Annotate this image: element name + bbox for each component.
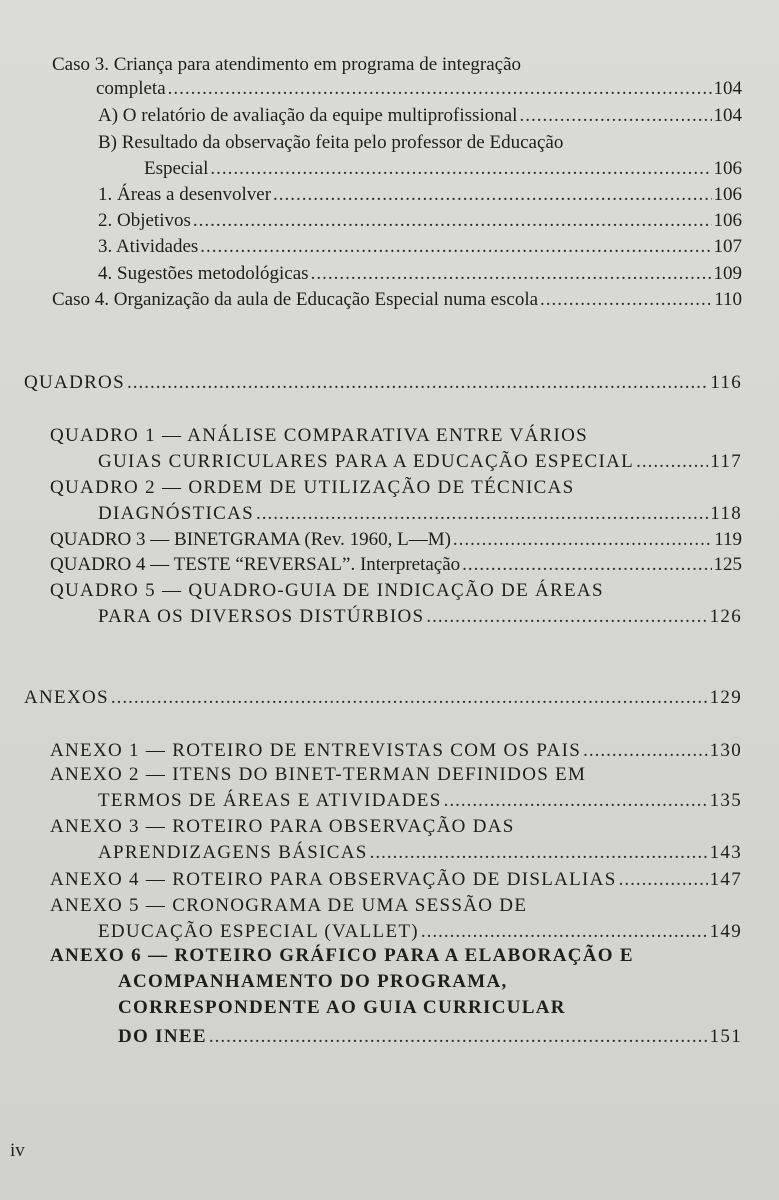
toc-entry-quadro-3 <box>50 527 742 553</box>
dot-leader <box>210 156 711 182</box>
toc-entry-3 <box>98 234 742 260</box>
toc-entry-quadro-5-line1 <box>50 578 604 604</box>
toc-entry-label: QUADRO 1 — ANÁLISE COMPARATIVA ENTRE VÁRIOS <box>50 425 588 446</box>
dot-leader <box>636 449 708 475</box>
toc-entry-anexo-5-line1 <box>50 893 527 919</box>
toc-entry-label: ACOMPANHAMENTO DO PROGRAMA, <box>118 971 508 992</box>
dot-leader <box>370 840 708 866</box>
section-heading-anexos <box>24 685 742 711</box>
toc-entry-caso-3-line1 <box>52 52 521 78</box>
page-folio: iv <box>10 1140 25 1161</box>
toc-entry-label: Especial <box>144 158 209 179</box>
section-heading-quadros <box>24 370 742 396</box>
dot-leader <box>311 261 712 287</box>
toc-page-number: 135 <box>709 790 742 811</box>
dot-leader <box>619 867 708 893</box>
toc-entry-label: completa <box>96 78 166 99</box>
toc-entry-label: 4. Sugestões metodológicas <box>98 263 309 284</box>
toc-entry-label: PARA OS DIVERSOS DISTÚRBIOS <box>98 606 425 627</box>
dot-leader <box>193 208 712 234</box>
toc-entry-b-line1 <box>98 130 563 156</box>
dot-leader <box>168 76 712 102</box>
toc-entry-label: QUADRO 4 — TESTE “REVERSAL”. Interpretação <box>50 554 461 575</box>
toc-page-number: 106 <box>713 210 742 231</box>
dot-leader <box>444 788 708 814</box>
toc-entry-anexo-6-line3 <box>118 995 566 1021</box>
toc-entry-a <box>98 103 742 129</box>
toc-page-number: 143 <box>709 842 742 863</box>
toc-entry-anexo-3-line2 <box>98 840 742 866</box>
dot-leader <box>273 182 711 208</box>
toc-entry-anexo-5-line2 <box>98 919 742 945</box>
dot-leader <box>453 527 712 553</box>
toc-page-number: 125 <box>713 554 742 575</box>
dot-leader <box>127 370 708 396</box>
toc-entry-anexo-2-line1 <box>50 762 586 788</box>
toc-page-number: 104 <box>713 78 742 99</box>
toc-entry-label: ANEXO 3 — ROTEIRO PARA OBSERVAÇÃO DAS <box>50 816 515 837</box>
toc-page-number: 126 <box>709 606 742 627</box>
toc-page-number: 119 <box>714 529 742 550</box>
toc-entry-label: ANEXO 4 — ROTEIRO PARA OBSERVAÇÃO DE DISLALIAS <box>50 869 617 890</box>
toc-entry-b-line2 <box>144 156 742 182</box>
dot-leader <box>583 738 708 764</box>
toc-entry-caso-4 <box>52 287 742 313</box>
toc-entry-anexo-6-line2 <box>118 969 508 995</box>
dot-leader <box>200 234 711 260</box>
toc-entry-caso-3-line2 <box>96 76 742 102</box>
dot-leader <box>519 103 711 129</box>
dot-leader <box>426 604 707 630</box>
toc-entry-label: ANEXO 2 — ITENS DO BINET-TERMAN DEFINIDOS EM <box>50 764 587 785</box>
toc-page-number: 106 <box>713 184 742 205</box>
toc-entry-label: TERMOS DE ÁREAS E ATIVIDADES <box>98 790 442 811</box>
toc-entry-label: DO INEE <box>118 1026 207 1047</box>
toc-entry-anexo-4 <box>50 867 742 893</box>
toc-page-number: 109 <box>713 263 742 284</box>
toc-entry-label: QUADRO 5 — QUADRO-GUIA DE INDICAÇÃO DE ÁREAS <box>50 580 604 601</box>
dot-leader <box>421 919 708 945</box>
toc-page-number: 110 <box>714 289 742 310</box>
toc-entry-label: 1. Áreas a desenvolver <box>98 184 272 205</box>
toc-entry-label: QUADRO 3 — BINETGRAMA (Rev. 1960, L—M) <box>50 529 451 550</box>
toc-entry-1 <box>98 182 742 208</box>
toc-page-number: 118 <box>710 503 742 524</box>
toc-page-number: 151 <box>709 1026 742 1047</box>
toc-entry-label: APRENDIZAGENS BÁSICAS <box>98 842 368 863</box>
toc-entry-quadro-2-line2 <box>98 501 742 527</box>
toc-page-number: 107 <box>713 236 742 257</box>
toc-entry-anexo-1 <box>50 738 742 764</box>
dot-leader <box>256 501 708 527</box>
section-title: QUADROS <box>24 372 125 393</box>
toc-page-number: 104 <box>713 105 742 126</box>
toc-entry-quadro-2-line1 <box>50 475 574 501</box>
toc-entry-anexo-2-line2 <box>98 788 742 814</box>
toc-page-number: 130 <box>709 740 742 761</box>
toc-entry-quadro-1-line2 <box>98 449 742 475</box>
toc-entry-label: CORRESPONDENTE AO GUIA CURRICULAR <box>118 997 566 1018</box>
toc-page-number: 149 <box>709 921 742 942</box>
toc-entry-label: Caso 4. Organização da aula de Educação Especial numa escola <box>52 289 539 310</box>
toc-entry-label: 3. Atividades <box>98 236 199 257</box>
toc-entry-label: GUIAS CURRICULARES PARA A EDUCAÇÃO ESPECIAL <box>98 451 635 472</box>
toc-entry-label: A) O relatório de avaliação da equipe multiprofissional <box>98 105 518 126</box>
toc-entry-anexo-6-line1 <box>50 943 634 969</box>
dot-leader <box>540 287 712 313</box>
dot-leader <box>111 685 708 711</box>
toc-page-number: 106 <box>713 158 742 179</box>
toc-entry-label: QUADRO 2 — ORDEM DE UTILIZAÇÃO DE TÉCNICAS <box>50 477 575 498</box>
toc-entry-2 <box>98 208 742 234</box>
toc-page-number: 147 <box>709 869 742 890</box>
toc-entry-label: ANEXO 5 — CRONOGRAMA DE UMA SESSÃO DE <box>50 895 528 916</box>
toc-entry-label: EDUCAÇÃO ESPECIAL (VALLET) <box>98 921 419 942</box>
toc-entry-quadro-4 <box>50 552 742 578</box>
toc-entry-quadro-5-line2 <box>98 604 742 630</box>
dot-leader <box>209 1024 708 1050</box>
toc-page-number: 116 <box>710 372 742 393</box>
toc-entry-label: ANEXO 1 — ROTEIRO DE ENTREVISTAS COM OS PAIS <box>50 740 582 761</box>
toc-page-number: 129 <box>709 687 742 708</box>
toc-entry-label: B) Resultado da observação feita pelo professor de Educação <box>98 132 564 153</box>
toc-entry-label: Caso 3. Criança para atendimento em programa de integração <box>52 54 521 75</box>
toc-entry-quadro-1-line1 <box>50 423 588 449</box>
toc-entry-label: 2. Objetivos <box>98 210 191 231</box>
toc-entry-anexo-6-line4 <box>118 1024 742 1050</box>
toc-entry-label: DIAGNÓSTICAS <box>98 503 254 524</box>
dot-leader <box>462 552 711 578</box>
toc-entry-anexo-3-line1 <box>50 814 515 840</box>
toc-entry-4 <box>98 261 742 287</box>
toc-entry-label: ANEXO 6 — ROTEIRO GRÁFICO PARA A ELABORAÇÃO E <box>50 945 634 966</box>
toc-page-number: 117 <box>710 451 742 472</box>
section-title: ANEXOS <box>24 687 109 708</box>
